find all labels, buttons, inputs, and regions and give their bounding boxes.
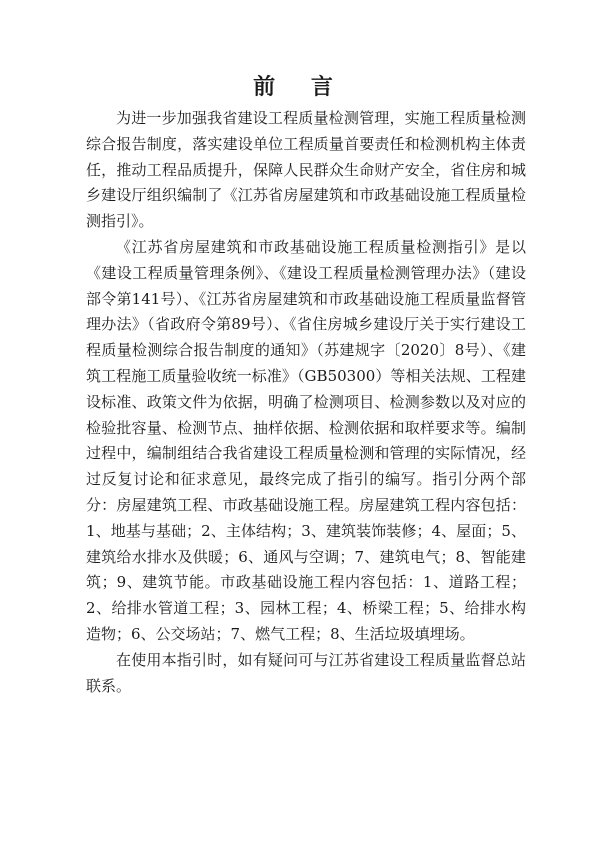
paragraph-contact: 在使用本指引时，如有疑问可与江苏省建设工程质量监督总站联系。 [86, 650, 526, 695]
page-title: 前 言 [253, 74, 347, 100]
paragraph-basis-and-contents: 《江苏省房屋建筑和市政基础设施工程质量检测指引》是以《建设工程质量管理条例》、《建设工程质量检测管理办法》（建设部令第141号）、《江苏省房屋建筑和市政基础设施工程质量监督管理办法》（省政府令第89号）、《省住房城乡建设厅关于实行建设工程质量检测综合报告制度的通知》（苏建规字〔2020〕8号）、《建筑工程施工质量验收统一标准》（GB50300）等相关法规、工程建设标准、政策文件为依据，明确了检测项目、检测参数以及对应的检验批容量、检测节点、抽样依据、检测依据和取样要求等。编制过程中，编制组结合我省建设工程质量检测和管理的实际情况，经过反复讨论和征求意见，最终完成了指引的编写。指引分两个部分：房屋建筑工程、市政基础设施工程。房屋建筑工程内容包括：1、地基与基础；2、主体结构；3、建筑装饰装修；4、屋面；5、建筑给水排水及供暖；6、通风与空调；7、建筑电气；8、智能建筑；9、建筑节能。市政基础设施工程内容包括：1、道路工程；2、给排水管道工程；3、园林工程；4、桥梁工程；5、给排水构造物；6、公交场站；7、燃气工程；8、生活垃圾填埋场。 [86, 237, 526, 643]
document-body [86, 106, 526, 699]
paragraph-intro: 为进一步加强我省建设工程质量检测管理，实施工程质量检测综合报告制度，落实建设单位工程质量首要责任和检测机构主体责任，推动工程品质提升，保障人民群众生命财产安全，省住房和城乡建设厅组织编制了《江苏省房屋建筑和市政基础设施工程质量检测指引》。 [86, 109, 526, 231]
